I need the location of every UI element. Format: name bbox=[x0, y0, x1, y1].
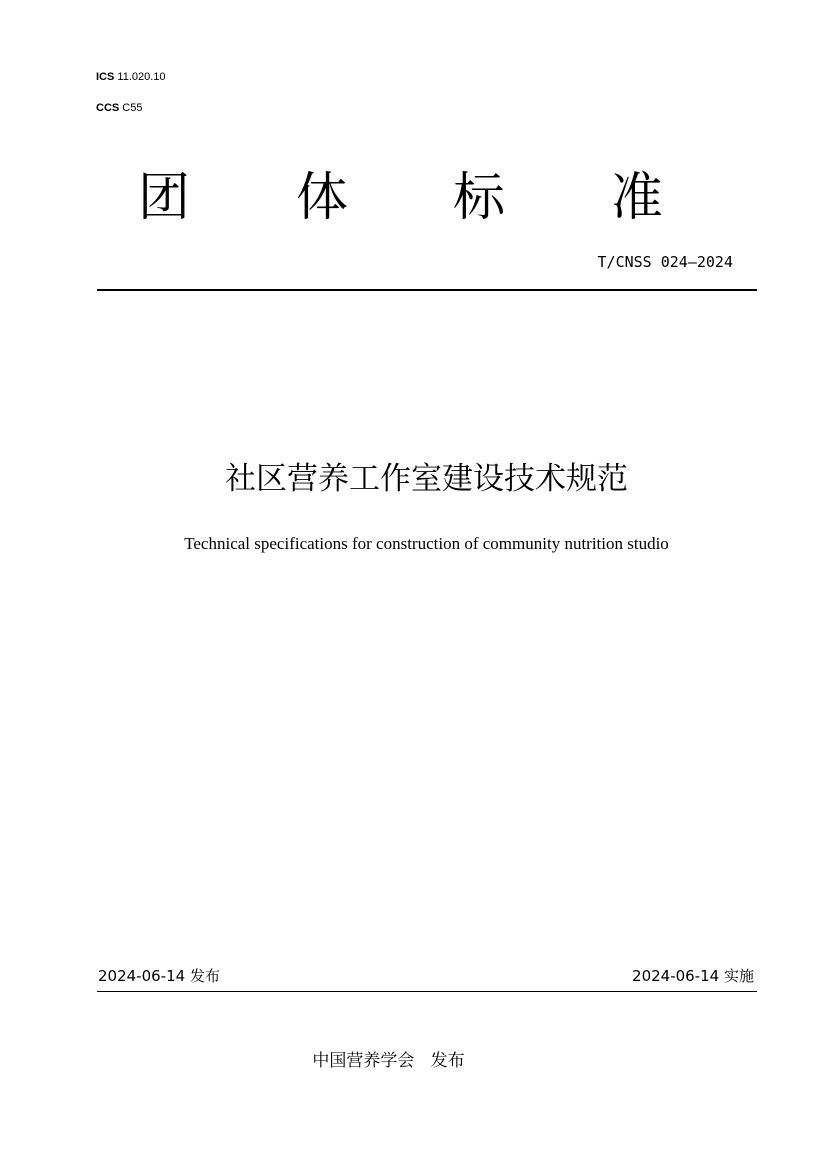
doc-type-char-1: 团 bbox=[138, 168, 191, 228]
title-english: Technical specifications for construction of community nutrition studio bbox=[184, 534, 669, 553]
doc-type-char-2: 体 bbox=[296, 168, 349, 228]
publisher: 中国营养学会 发布 bbox=[312, 1051, 465, 1071]
doc-type-char-4: 准 bbox=[611, 168, 664, 228]
ccs-value: C55 bbox=[122, 102, 143, 114]
doc-type-char-3: 标 bbox=[453, 168, 506, 228]
title-chinese: 社区营养工作室建设技术规范 bbox=[225, 461, 628, 497]
ccs-label: CCS bbox=[96, 102, 120, 114]
ics-value: 11.020.10 bbox=[117, 71, 166, 83]
ics-label: ICS bbox=[96, 71, 115, 83]
issue-date: 2024-06-14 发布 bbox=[98, 967, 220, 985]
implementation-date: 2024-06-14 实施 bbox=[632, 967, 754, 985]
top-divider bbox=[97, 289, 757, 291]
ics-code bbox=[96, 70, 166, 84]
standard-number: T/CNSS 024—2024 bbox=[597, 253, 733, 271]
bottom-divider bbox=[97, 991, 757, 992]
ccs-code bbox=[96, 101, 142, 115]
